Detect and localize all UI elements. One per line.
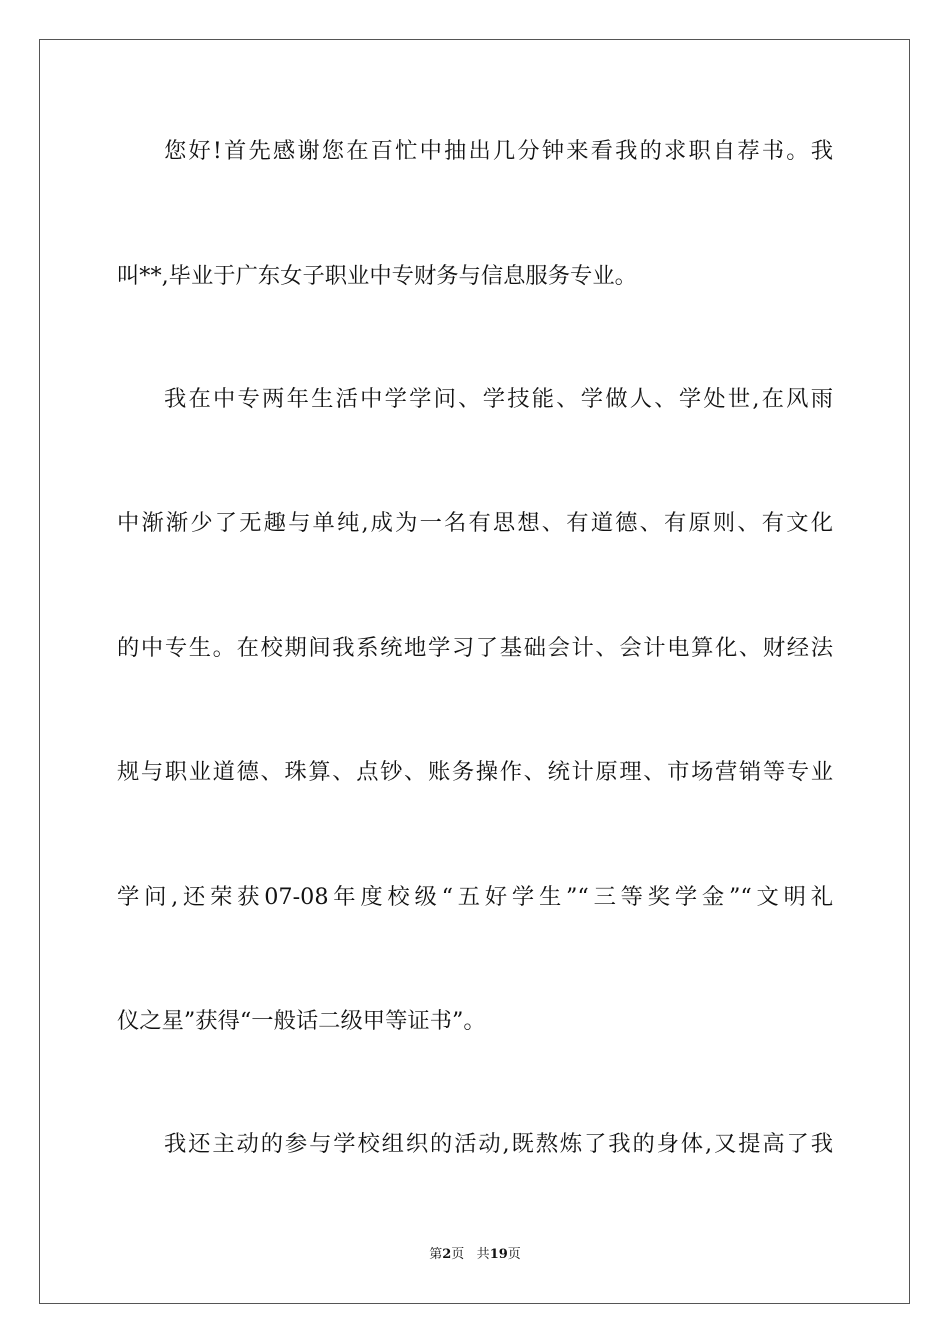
total-prefix: 共 (476, 1247, 490, 1262)
page-prefix: 第 (429, 1247, 443, 1262)
paragraph-line: 的中专生。在校期间我系统地学习了基础会计、会计电算化、财经法 (117, 635, 833, 661)
page-footer (0, 1246, 950, 1264)
page-suffix: 页 (451, 1247, 465, 1262)
paragraph-line: 学问,还荣获07-08年度校级“五好学生”“三等奖学金”“文明礼 (117, 884, 833, 910)
page-border (39, 39, 910, 1304)
total-pages: 19 (489, 1247, 508, 1262)
page-number: 2 (442, 1247, 452, 1262)
paragraph-line: 中渐渐少了无趣与单纯,成为一名有思想、有道德、有原则、有文化 (117, 510, 833, 536)
paragraph-line: 我还主动的参与学校组织的活动,既熬炼了我的身体,又提高了我 (164, 1131, 833, 1157)
paragraph-line: 仪之星”获得“一般话二级甲等证书”。 (117, 1008, 486, 1034)
paragraph-line: 我在中专两年生活中学学问、学技能、学做人、学处世,在风雨 (164, 386, 833, 412)
paragraph-line: 规与职业道德、珠算、点钞、账务操作、统计原理、市场营销等专业 (117, 759, 833, 785)
paragraph-line: 叫**,毕业于广东女子职业中专财务与信息服务专业。 (117, 263, 637, 289)
total-suffix: 页 (507, 1247, 521, 1262)
paragraph-line: 您好!首先感谢您在百忙中抽出几分钟来看我的求职自荐书。我 (164, 138, 833, 164)
